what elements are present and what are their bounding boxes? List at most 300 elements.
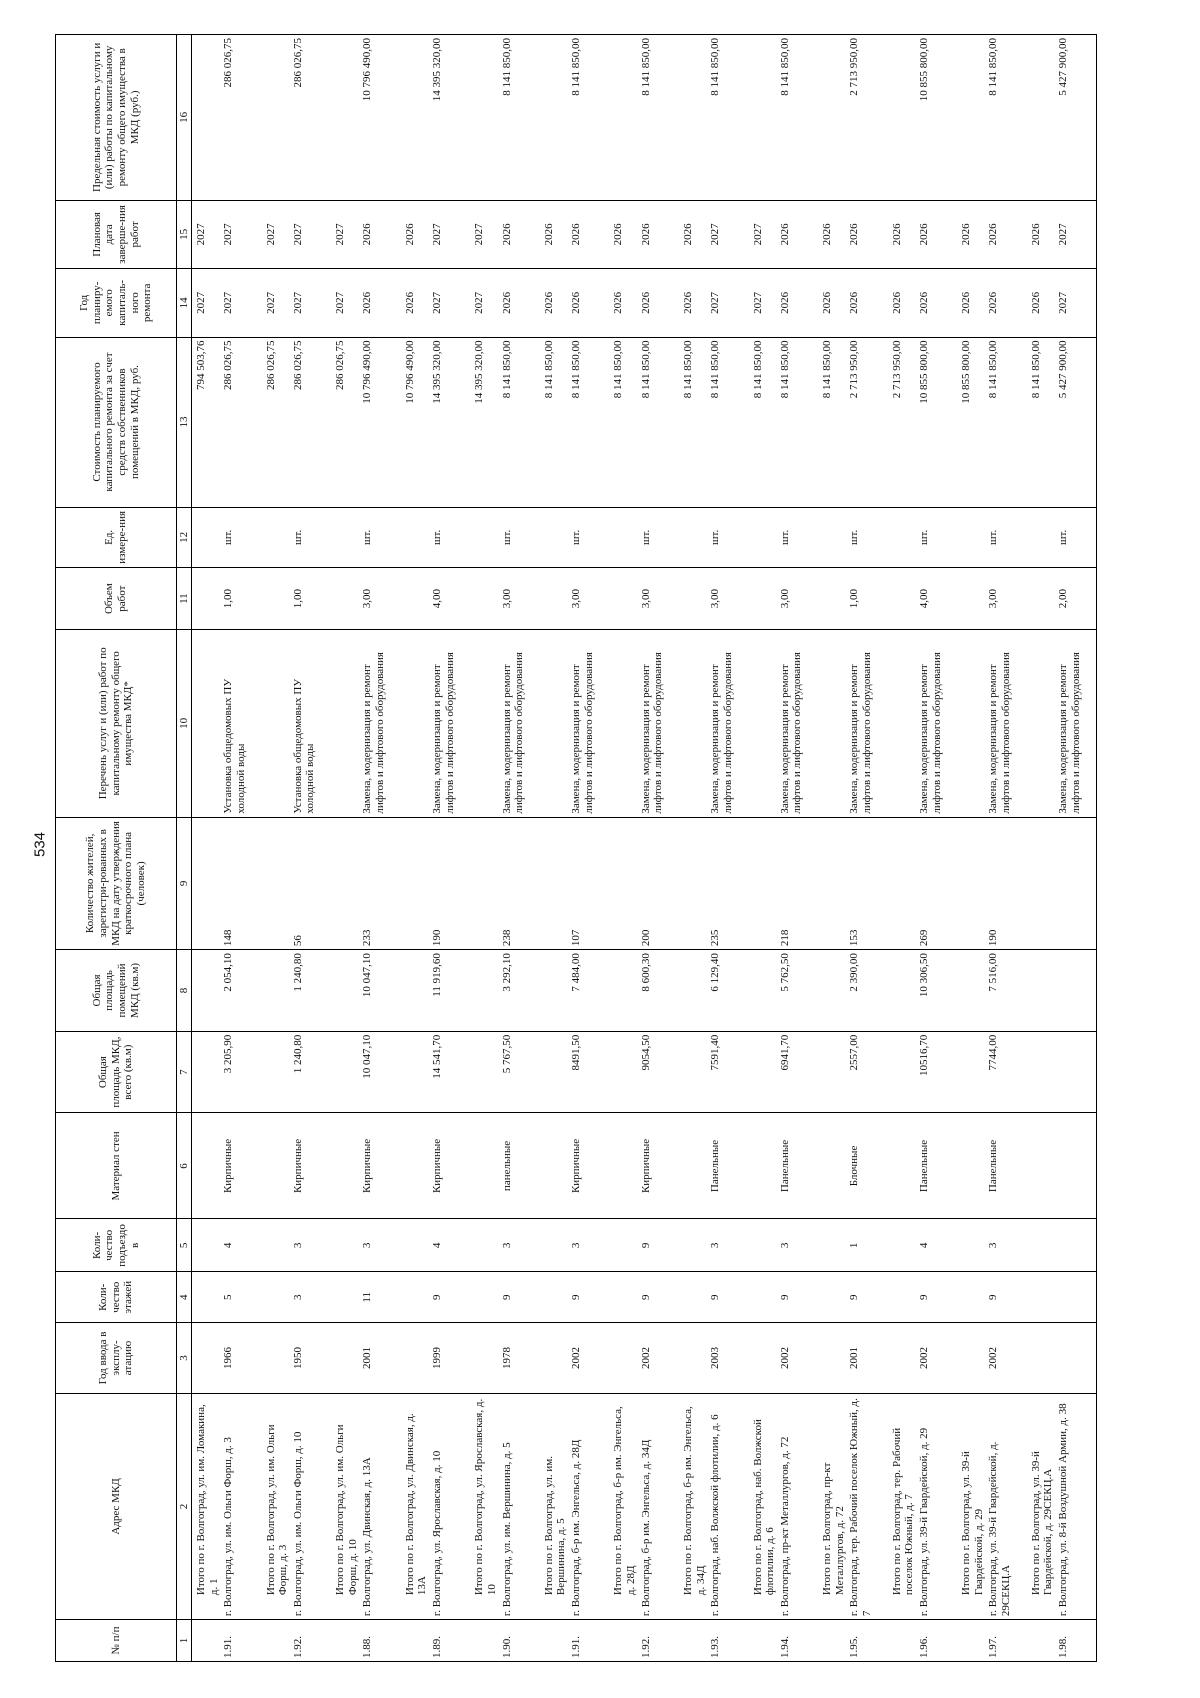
plan-year-cell: 2027 [430,269,470,337]
limit-cost-cell: 10 855 800,00 [917,35,957,201]
table-cell [470,1031,499,1113]
limit-cost-cell: 2 713 950,00 [847,35,887,201]
subtotal-plan-year: 2027 [470,269,499,337]
wall-material-cell: Кирпичные [569,1113,609,1219]
subtotal-cost: 8 141 850,00 [540,337,569,507]
entrances-cell: 4 [430,1219,470,1272]
column-header: Общая площадь МКД, всего (кв.м) [56,1031,177,1113]
table-cell [331,568,360,630]
table-cell [818,1113,847,1219]
unit-cell: шт. [778,507,818,568]
subtotal-label: Итого по г. Волгоград, ул. 39-й Гвардейской, д. 29СЕКЦ.А [1027,1393,1056,1619]
table-cell [888,1113,917,1219]
subtotal-plan-year: 2026 [888,269,917,337]
row-number [679,1620,708,1662]
table-cell [818,35,847,201]
table-cell [470,1113,499,1219]
floors-cell: 11 [360,1272,400,1323]
table-cell [1027,950,1056,1032]
subtotal-cost: 8 141 850,00 [1027,337,1056,507]
column-number: 10 [177,630,192,818]
floors-cell: 9 [847,1272,887,1323]
table-cell [609,1219,638,1272]
subtotal-plan-year: 2026 [818,269,847,337]
table-cell [331,1113,360,1219]
subtotal-row [818,35,847,1662]
subtotal-label: Итого по г. Волгоград, ул. им. Ломакина, д. 1 [192,1393,222,1619]
unit-cell: шт. [430,507,470,568]
end-year-cell: 2027 [1056,200,1097,268]
floors-cell [1056,1272,1097,1323]
repair-plan-table [55,34,1097,1662]
residents-cell: 218 [778,817,818,949]
entrances-cell: 3 [708,1219,748,1272]
subtotal-cost: 286 026,75 [331,337,360,507]
table-cell [470,1219,499,1272]
table-cell [957,950,986,1032]
table-cell [749,1272,778,1323]
table-cell [262,817,291,949]
rooms-area-cell: 5 762,50 [778,950,818,1032]
entrances-cell: 3 [569,1219,609,1272]
entrances-cell: 3 [986,1219,1026,1272]
table-cell [749,1031,778,1113]
residents-cell: 233 [360,817,400,949]
row-number: 1.88. [360,1620,400,1662]
table-cell [470,817,499,949]
table-cell [957,1272,986,1323]
column-number: 8 [177,950,192,1032]
row-number [1027,1620,1056,1662]
volume-cell: 1,00 [221,568,261,630]
table-cell [192,1323,222,1394]
residents-cell: 148 [221,817,261,949]
entrances-cell: 9 [639,1219,679,1272]
table-cell [818,568,847,630]
row-number [749,1620,778,1662]
row-number [192,1620,222,1662]
table-cell [192,1272,222,1323]
unit-cell: шт. [708,507,748,568]
address-cell: г. Волгоград, пр-кт Металлургов, д. 72 [778,1393,818,1619]
column-header: Ед. измере-ния [56,507,177,568]
table-cell [818,1272,847,1323]
table-cell [470,950,499,1032]
table-cell [331,507,360,568]
table-cell [749,35,778,201]
subtotal-end-year: 2026 [957,200,986,268]
subtotal-label: Итого по г. Волгоград, ул. Ярославская, д. 10 [470,1393,499,1619]
year-cell: 1978 [500,1323,540,1394]
residents-cell [1056,817,1097,949]
work-list-cell: Замена, модернизация и ремонт лифтов и лифтового оборудования [430,630,470,818]
total-area-cell: 8491,50 [569,1031,609,1113]
table-cell [818,950,847,1032]
end-year-cell: 2026 [569,200,609,268]
limit-cost-cell: 286 026,75 [291,35,331,201]
subtotal-end-year: 2027 [331,200,360,268]
unit-cell: шт. [639,507,679,568]
table-cell [540,1113,569,1219]
table-cell [888,1219,917,1272]
entrances-cell: 3 [500,1219,540,1272]
limit-cost-cell: 5 427 900,00 [1056,35,1097,201]
table-cell [331,817,360,949]
table-cell [331,35,360,201]
subtotal-end-year: 2026 [888,200,917,268]
rotated-table-container [55,34,1190,1662]
plan-year-cell: 2027 [221,269,261,337]
table-cell [331,630,360,818]
table-row [639,35,679,1662]
work-list-cell: Установка общедомовых ПУ холодной воды [221,630,261,818]
cost-cell: 8 141 850,00 [986,337,1026,507]
table-cell [540,568,569,630]
table-cell [609,35,638,201]
table-cell [540,1031,569,1113]
work-list-cell: Замена, модернизация и ремонт лифтов и лифтового оборудования [708,630,748,818]
volume-cell: 1,00 [291,568,331,630]
subtotal-plan-year: 2027 [331,269,360,337]
table-cell [1027,1113,1056,1219]
table-cell [888,630,917,818]
subtotal-row [749,35,778,1662]
table-cell [609,1031,638,1113]
end-year-cell: 2026 [778,200,818,268]
floors-cell: 9 [986,1272,1026,1323]
table-cell [470,35,499,201]
table-cell [609,1272,638,1323]
limit-cost-cell: 8 141 850,00 [986,35,1026,201]
subtotal-label: Итого по г. Волгоград, пр-кт Металлургов, д. 72 [818,1393,847,1619]
table-cell [540,630,569,818]
table-cell [609,568,638,630]
end-year-cell: 2027 [430,200,470,268]
address-cell: г. Волгоград, б-р им. Энгельса, д. 34Д [639,1393,679,1619]
subtotal-plan-year: 2026 [609,269,638,337]
rooms-area-cell: 7 516,00 [986,950,1026,1032]
subtotal-plan-year: 2027 [192,269,222,337]
subtotal-cost: 10 855 800,00 [957,337,986,507]
address-cell: г. Волгоград, б-р им. Энгельса, д. 28Д [569,1393,609,1619]
row-number [331,1620,360,1662]
column-header: Коли-чество подъездо в [56,1219,177,1272]
table-cell [192,568,222,630]
table-cell [401,35,430,201]
row-number [470,1620,499,1662]
rooms-area-cell: 10 306,50 [917,950,957,1032]
address-cell: г. Волгоград, ул. Ярославская, д. 10 [430,1393,470,1619]
subtotal-label: Итого по г. Волгоград, ул. им. Ольги Форш, д. 3 [262,1393,291,1619]
limit-cost-cell: 8 141 850,00 [500,35,540,201]
subtotal-plan-year: 2026 [1027,269,1056,337]
floors-cell: 9 [500,1272,540,1323]
table-row [986,35,1026,1662]
column-number: 15 [177,200,192,268]
work-list-cell: Замена, модернизация и ремонт лифтов и лифтового оборудования [1056,630,1097,818]
total-area-cell: 9054,50 [639,1031,679,1113]
table-cell [1027,630,1056,818]
entrances-cell: 3 [291,1219,331,1272]
year-cell: 1999 [430,1323,470,1394]
limit-cost-cell: 8 141 850,00 [639,35,679,201]
wall-material-cell: Кирпичные [221,1113,261,1219]
floors-cell: 9 [708,1272,748,1323]
residents-cell: 238 [500,817,540,949]
subtotal-end-year: 2027 [192,200,222,268]
row-number: 1.95. [847,1620,887,1662]
table-cell [1027,817,1056,949]
volume-cell: 3,00 [708,568,748,630]
column-number: 2 [177,1393,192,1619]
table-cell [331,950,360,1032]
table-cell [818,1031,847,1113]
row-number: 1.93. [708,1620,748,1662]
column-header: № п/п [56,1620,177,1662]
work-list-cell: Замена, модернизация и ремонт лифтов и лифтового оборудования [360,630,400,818]
table-cell [401,817,430,949]
table-cell [749,817,778,949]
end-year-cell: 2026 [917,200,957,268]
row-number [888,1620,917,1662]
end-year-cell: 2026 [986,200,1026,268]
subtotal-row [679,35,708,1662]
residents-cell: 269 [917,817,957,949]
residents-cell: 107 [569,817,609,949]
table-cell [609,1113,638,1219]
limit-cost-cell: 10 796 490,00 [360,35,400,201]
rooms-area-cell: 11 919,60 [430,950,470,1032]
subtotal-plan-year: 2027 [262,269,291,337]
floors-cell: 3 [291,1272,331,1323]
cost-cell: 8 141 850,00 [569,337,609,507]
table-row [778,35,818,1662]
table-cell [888,1272,917,1323]
unit-cell: шт. [917,507,957,568]
table-cell [401,950,430,1032]
end-year-cell: 2026 [360,200,400,268]
column-header: Коли-чество этажей [56,1272,177,1323]
year-cell: 1950 [291,1323,331,1394]
table-cell [192,507,222,568]
total-area-cell: 7744,00 [986,1031,1026,1113]
cost-cell: 2 713 950,00 [847,337,887,507]
subtotal-cost: 8 141 850,00 [749,337,778,507]
row-number [401,1620,430,1662]
column-number: 1 [177,1620,192,1662]
year-cell: 2002 [778,1323,818,1394]
table-cell [192,1113,222,1219]
table-cell [749,630,778,818]
year-cell: 2002 [986,1323,1026,1394]
plan-year-cell: 2026 [917,269,957,337]
subtotal-cost: 8 141 850,00 [818,337,847,507]
table-row [291,35,331,1662]
address-cell: г. Волгоград, ул. 39-й Гвардейской, д. 29СЕКЦ.А [986,1393,1026,1619]
table-cell [401,507,430,568]
cost-cell: 286 026,75 [221,337,261,507]
table-cell [331,1031,360,1113]
plan-year-cell: 2026 [360,269,400,337]
subtotal-cost: 14 395 320,00 [470,337,499,507]
table-cell [470,1323,499,1394]
cost-cell: 14 395 320,00 [430,337,470,507]
subtotal-row [1027,35,1056,1662]
address-cell: г. Волгоград, ул. им. Ольги Форш, д. 10 [291,1393,331,1619]
volume-cell: 3,00 [778,568,818,630]
rooms-area-cell [1056,950,1097,1032]
wall-material-cell: Кирпичные [360,1113,400,1219]
subtotal-row [262,35,291,1662]
table-cell [192,817,222,949]
column-header: Общая площадь помещений МКД (кв.м) [56,950,177,1032]
year-cell: 2002 [917,1323,957,1394]
table-cell [888,507,917,568]
table-row [221,35,261,1662]
volume-cell: 3,00 [986,568,1026,630]
subtotal-row [401,35,430,1662]
table-cell [540,1272,569,1323]
table-cell [957,630,986,818]
volume-cell: 4,00 [430,568,470,630]
entrances-cell: 1 [847,1219,887,1272]
wall-material-cell [1056,1113,1097,1219]
volume-cell: 2,00 [1056,568,1097,630]
table-cell [679,1323,708,1394]
unit-cell: шт. [221,507,261,568]
header-row [56,35,177,1662]
end-year-cell: 2027 [221,200,261,268]
table-cell [540,950,569,1032]
table-cell [609,507,638,568]
row-number [540,1620,569,1662]
table-cell [401,1113,430,1219]
column-number: 9 [177,817,192,949]
residents-cell: 235 [708,817,748,949]
floors-cell: 9 [917,1272,957,1323]
table-cell [262,1219,291,1272]
limit-cost-cell: 8 141 850,00 [708,35,748,201]
year-cell: 2001 [847,1323,887,1394]
address-cell: г. Волгоград, ул. 39-й Гвардейской, д. 29 [917,1393,957,1619]
subtotal-label: Итого по г. Волгоград, б-р им. Энгельса, д. 34Д [679,1393,708,1619]
subtotal-cost: 8 141 850,00 [679,337,708,507]
unit-cell: шт. [360,507,400,568]
column-number: 16 [177,35,192,201]
table-cell [262,1113,291,1219]
subtotal-label: Итого по г. Волгоград, ул. им. Вершинина, д. 5 [540,1393,569,1619]
table-cell [470,568,499,630]
wall-material-cell: Кирпичные [291,1113,331,1219]
work-list-cell: Замена, модернизация и ремонт лифтов и лифтового оборудования [569,630,609,818]
plan-year-cell: 2026 [847,269,887,337]
table-cell [888,568,917,630]
table-cell [401,630,430,818]
wall-material-cell: Панельные [708,1113,748,1219]
address-cell: г. Волгоград, ул. Двинская, д. 13А [360,1393,400,1619]
entrances-cell [1056,1219,1097,1272]
table-cell [540,817,569,949]
end-year-cell: 2026 [500,200,540,268]
work-list-cell: Замена, модернизация и ремонт лифтов и лифтового оборудования [917,630,957,818]
table-cell [888,35,917,201]
subtotal-cost: 10 796 490,00 [401,337,430,507]
subtotal-row [888,35,917,1662]
subtotal-plan-year: 2026 [540,269,569,337]
table-cell [401,1323,430,1394]
residents-cell: 153 [847,817,887,949]
subtotal-label: Итого по г. Волгоград, наб. Волжской флотилии, д. 6 [749,1393,778,1619]
subtotal-label: Итого по г. Волгоград, ул. им. Ольги Форш, д. 10 [331,1393,360,1619]
table-cell [540,507,569,568]
table-cell [192,35,222,201]
table-body [192,35,1097,1662]
year-cell: 2003 [708,1323,748,1394]
subtotal-row [609,35,638,1662]
wall-material-cell: Кирпичные [430,1113,470,1219]
work-list-cell: Замена, модернизация и ремонт лифтов и лифтового оборудования [500,630,540,818]
table-cell [540,1323,569,1394]
end-year-cell: 2027 [291,200,331,268]
table-cell [679,507,708,568]
subtotal-plan-year: 2027 [749,269,778,337]
subtotal-cost: 286 026,75 [262,337,291,507]
table-row [917,35,957,1662]
work-list-cell: Замена, модернизация и ремонт лифтов и лифтового оборудования [639,630,679,818]
table-cell [749,1323,778,1394]
table-cell [679,1113,708,1219]
address-cell: г. Волгоград, ул. 8-й Воздушной Армии, д. 38 [1056,1393,1097,1619]
row-number: 1.91. [221,1620,261,1662]
column-number: 11 [177,568,192,630]
column-header: Год ввода в эксплу-атацию [56,1323,177,1394]
cost-cell: 10 796 490,00 [360,337,400,507]
volume-cell: 3,00 [639,568,679,630]
table-cell [262,1323,291,1394]
total-area-cell: 1 240,80 [291,1031,331,1113]
table-cell [609,630,638,818]
table-cell [262,1272,291,1323]
table-cell [818,1219,847,1272]
address-cell: г. Волгоград, ул. им. Ольги Форш, д. 3 [221,1393,261,1619]
table-row [708,35,748,1662]
table-cell [888,1323,917,1394]
table-cell [679,950,708,1032]
entrances-cell: 3 [360,1219,400,1272]
column-header: Год планиру-емого капиталь-ного ремонта [56,269,177,337]
row-number: 1.96. [917,1620,957,1662]
table-cell [401,1031,430,1113]
table-cell [679,817,708,949]
table-cell [331,1272,360,1323]
table-cell [888,817,917,949]
column-number: 13 [177,337,192,507]
table-cell [1027,35,1056,201]
table-cell [749,568,778,630]
work-list-cell: Установка общедомовых ПУ холодной воды [291,630,331,818]
table-cell [749,950,778,1032]
unit-cell: шт. [500,507,540,568]
subtotal-row [957,35,986,1662]
table-cell [401,1272,430,1323]
plan-year-cell: 2027 [1056,269,1097,337]
column-header: Перечень услуг и (или) работ по капитальному ремонту общего имущества МКД* [56,630,177,818]
plan-year-cell: 2026 [500,269,540,337]
subtotal-end-year: 2026 [401,200,430,268]
work-list-cell: Замена, модернизация и ремонт лифтов и лифтового оборудования [986,630,1026,818]
unit-cell: шт. [847,507,887,568]
table-cell [192,1031,222,1113]
